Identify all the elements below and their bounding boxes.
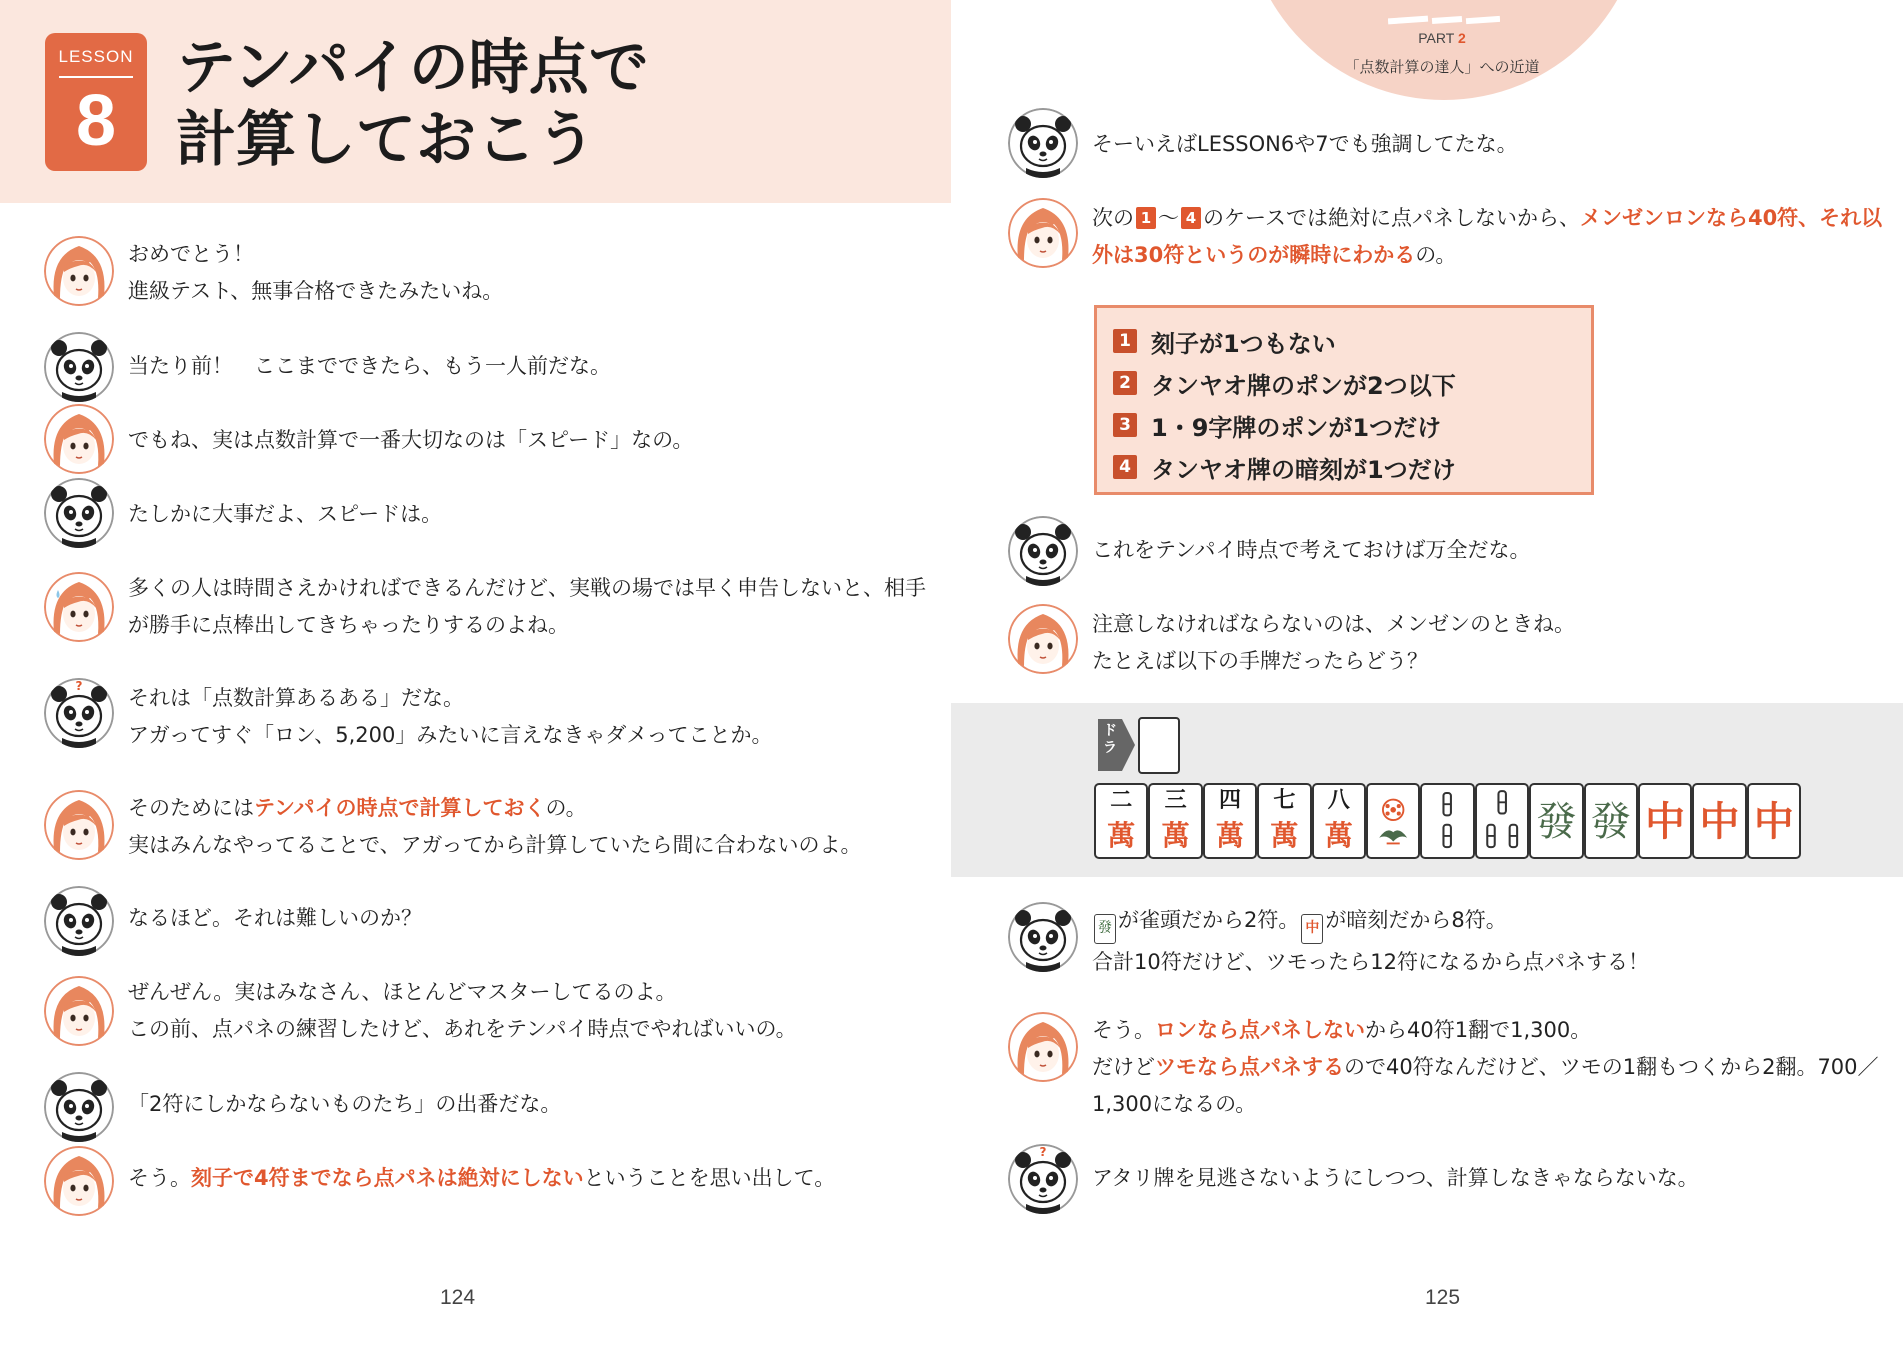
highlight-text: メンゼンロンなら40符、それ以 bbox=[1579, 206, 1883, 230]
pin-1-tile bbox=[1366, 783, 1420, 859]
dialogue-line: たしかに大事だよ、スピードは。 bbox=[128, 502, 443, 526]
girl-avatar-icon bbox=[44, 404, 114, 474]
sou-3-tile bbox=[1475, 783, 1529, 859]
condition-text: 刻子が1つもない bbox=[1151, 329, 1336, 358]
svg-text:?: ? bbox=[75, 679, 83, 693]
highlight-text: ロンなら点パネしない bbox=[1155, 1018, 1365, 1042]
lesson-badge-number: 8 bbox=[75, 81, 117, 161]
part-label: PART 2 bbox=[1418, 30, 1466, 46]
hatsu-tile: 發 bbox=[1584, 783, 1638, 859]
condition-number: 3 bbox=[1113, 413, 1137, 437]
chun-tile: 中 bbox=[1747, 783, 1801, 859]
number-chip: 4 bbox=[1181, 207, 1201, 229]
condition-number: 1 bbox=[1113, 329, 1137, 353]
dora-indicator-tile bbox=[1138, 717, 1180, 774]
man-tile: 七 萬 bbox=[1257, 783, 1311, 859]
lesson-badge-word: LESSON bbox=[58, 47, 134, 66]
girl-avatar-icon bbox=[1008, 604, 1078, 674]
highlight-text: 外は30符というのが瞬時にわかる bbox=[1092, 243, 1416, 267]
panda-avatar-icon bbox=[44, 1072, 114, 1142]
dialogue-line: 注意しなければならないのは、メンゼンのときね。 たとえば以下の手牌だったらどう？ bbox=[1092, 612, 1575, 673]
condition-number: 4 bbox=[1113, 455, 1137, 479]
condition-text: 1・9字牌のポンが1つだけ bbox=[1151, 413, 1442, 442]
hatsu-tile: 發 bbox=[1529, 783, 1583, 859]
dialogue-line: 次の 1 ～ 4 のケースでは絶対に点パネしないから、メンゼンロンなら40符、それ以 外は30符というのが瞬時にわかるの。 bbox=[1092, 206, 1883, 267]
dialogue-line: そう。ロンなら点パネしないから40符1翻で1,300。 だけどツモなら点パネするので40符なんだけど、ツモの1翻もつくから2翻。700／ 1,300になるの。 bbox=[1092, 1018, 1879, 1116]
lesson-badge bbox=[45, 33, 147, 171]
girl-avatar-icon bbox=[44, 572, 114, 642]
dialogue-line: そう。刻子で4符までなら点パネは絶対にしないということを思い出して。 bbox=[128, 1166, 836, 1190]
lesson-badge-rule bbox=[59, 76, 133, 78]
page-title-line2: 計算しておこう bbox=[176, 105, 596, 175]
hand-tiles bbox=[1094, 783, 1801, 859]
conditions-box bbox=[1094, 305, 1594, 495]
highlight-text: ツモなら点パネする bbox=[1155, 1055, 1344, 1079]
condition-item bbox=[1113, 362, 1591, 404]
dialogue-line: なるほど。それは難しいのか？ bbox=[128, 906, 422, 930]
condition-item bbox=[1113, 320, 1591, 362]
panda-avatar-icon bbox=[1008, 516, 1078, 586]
page-title bbox=[176, 32, 649, 176]
page-title-line1: テンパイの時点で bbox=[176, 33, 649, 103]
panda-avatar-icon bbox=[1008, 902, 1078, 972]
chun-tile: 中 bbox=[1692, 783, 1746, 859]
highlight-text: 刻子で4符までなら点パネは絶対にしない bbox=[191, 1166, 584, 1190]
panda-avatar-icon bbox=[1008, 108, 1078, 178]
dialogue-line: それは「点数計算あるある」だな。 アガってすぐ「ロン、5,200」みたいに言えなきゃダメってことか。 bbox=[128, 686, 773, 747]
dialogue-line: ぜんぜん。実はみなさん、ほとんどマスターしてるのよ。 この前、点パネの練習したけど、あれをテンパイ時点でやればいいの。 bbox=[128, 980, 797, 1041]
dialogue-line: 当たり前！ ここまでできたら、もう一人前だな。 bbox=[128, 354, 611, 378]
dialogue-line: アタリ牌を見逃さないようにしつつ、計算しなきゃならないな。 bbox=[1092, 1166, 1699, 1190]
page-number-left: 124 bbox=[440, 1286, 476, 1309]
panda-avatar-icon bbox=[44, 332, 114, 402]
condition-text: タンヤオ牌の暗刻が1つだけ bbox=[1151, 455, 1456, 484]
condition-text: タンヤオ牌のポンが2つ以下 bbox=[1151, 371, 1456, 400]
hatsu-tile-icon: 發 bbox=[1094, 914, 1116, 944]
girl-avatar-icon bbox=[1008, 1012, 1078, 1082]
condition-number: 2 bbox=[1113, 371, 1137, 395]
man-tile: 四 萬 bbox=[1203, 783, 1257, 859]
part-deco-icon bbox=[1388, 14, 1500, 26]
dialogue-line: 「2符にしかならないものたち」の出番だな。 bbox=[128, 1092, 562, 1116]
dialogue-line: これをテンパイ時点で考えておけば万全だな。 bbox=[1092, 538, 1531, 562]
panda-avatar-icon bbox=[44, 478, 114, 548]
dora-label: ドラ bbox=[1098, 719, 1122, 771]
part-subtitle: 「点数計算の達人」への近道 bbox=[1344, 58, 1540, 76]
sou-2-tile bbox=[1420, 783, 1474, 859]
dialogue-line: そーいえばLESSON6や7でも強調してたな。 bbox=[1092, 132, 1518, 156]
chun-tile-icon: 中 bbox=[1301, 914, 1323, 944]
girl-avatar-icon bbox=[44, 790, 114, 860]
panda-question-avatar-icon bbox=[44, 678, 114, 748]
condition-item bbox=[1113, 446, 1591, 488]
girl-avatar-icon bbox=[44, 236, 114, 306]
panda-question-avatar-icon bbox=[1008, 1144, 1078, 1214]
girl-avatar-icon bbox=[1008, 198, 1078, 268]
girl-avatar-icon bbox=[44, 1146, 114, 1216]
man-tile: 二 萬 bbox=[1094, 783, 1148, 859]
dora-arrow-icon bbox=[1122, 719, 1135, 771]
chun-tile: 中 bbox=[1638, 783, 1692, 859]
svg-text:?: ? bbox=[1039, 1145, 1047, 1159]
man-tile: 八 萬 bbox=[1312, 783, 1366, 859]
page-number-right: 125 bbox=[1425, 1286, 1461, 1309]
dialogue-line: そのためにはテンパイの時点で計算しておくの。 実はみんなやってることで、アガってから計算していたら間に合わないのよ。 bbox=[128, 796, 862, 857]
girl-avatar-icon bbox=[44, 976, 114, 1046]
dialogue-line: 多くの人は時間さえかければできるんだけど、実戦の場では早く申告しないと、相手 が勝手に点棒出してきちゃったりするのよね。 bbox=[128, 576, 926, 637]
dialogue-line: でもね、実は点数計算で一番大切なのは「スピード」なの。 bbox=[128, 428, 694, 452]
panda-avatar-icon bbox=[44, 886, 114, 956]
number-chip: 1 bbox=[1136, 207, 1156, 229]
dialogue-line: 發 が雀頭だから2符。 中 が暗刻だから8符。 合計10符だけど、ツモったら12符になるから点パネする！ bbox=[1092, 908, 1650, 974]
man-tile: 三 萬 bbox=[1148, 783, 1202, 859]
highlight-text: テンパイの時点で計算しておく bbox=[254, 796, 546, 820]
dialogue-line: おめでとう！ 進級テスト、無事合格できたみたいね。 bbox=[128, 242, 504, 303]
condition-item bbox=[1113, 404, 1591, 446]
